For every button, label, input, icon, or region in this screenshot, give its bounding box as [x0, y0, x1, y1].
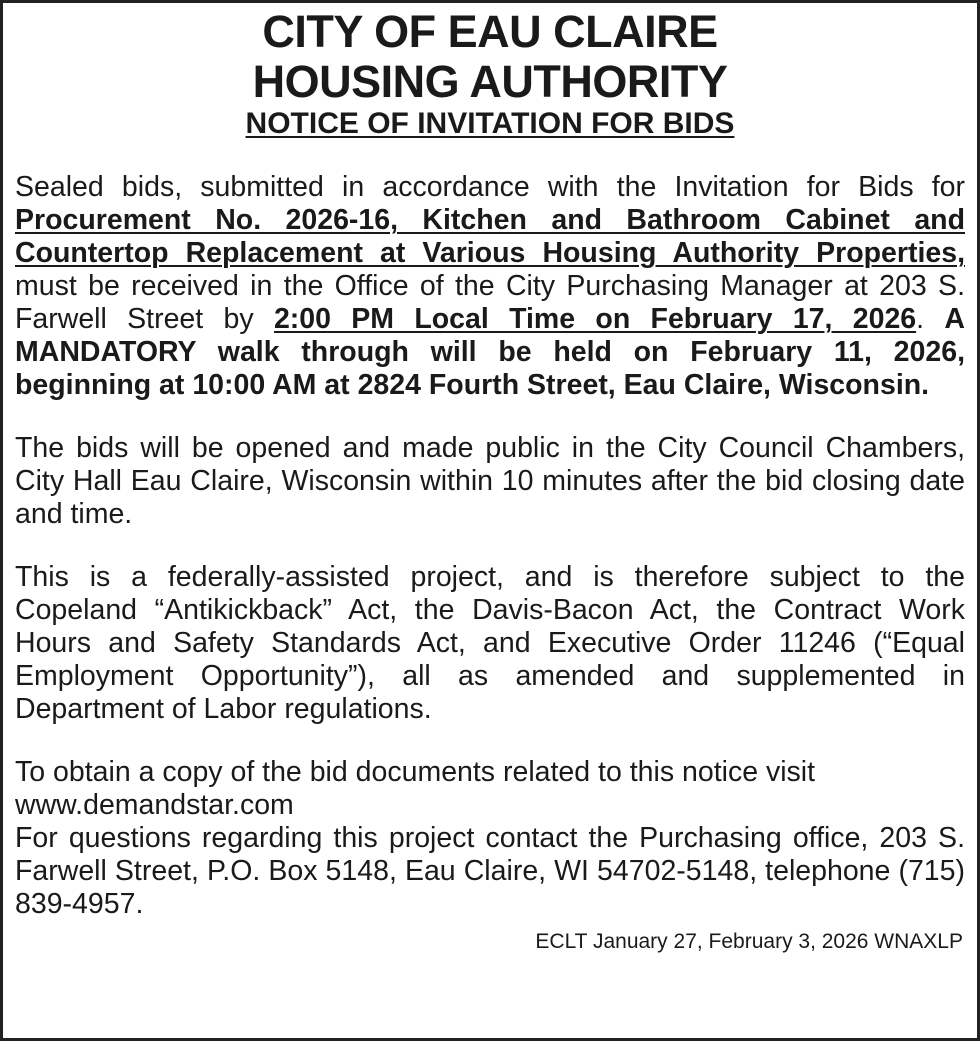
bid-location-text: must be received in the Office of the City Purchasing Manager at 203 S. Farwell Street by: [15, 270, 965, 335]
bid-submission-paragraph: [15, 171, 965, 402]
deadline-period: .: [916, 303, 945, 335]
mandatory-walkthrough: A MANDATORY walk through will be held on February 11, 2026, beginning at 10:00 AM at 2824 Fourth Street, Eau Claire, Wisconsin.: [15, 303, 965, 401]
obtain-documents-text: To obtain a copy of the bid documents related to this notice visit: [15, 756, 816, 788]
publication-info: ECLT January 27, February 3, 2026 WNAXLP: [535, 930, 963, 953]
bid-deadline: 2:00 PM Local Time on February 17, 2026: [273, 303, 917, 335]
bid-opening-paragraph: The bids will be opened and made public in the City Council Chambers, City Hall Eau Claire, Wisconsin within 10 minutes after the bid closing date and time.: [15, 432, 965, 530]
contact-info: For questions regarding this project contact the Purchasing office, 203 S. Farwell Street, P.O. Box 5148, Eau Claire, WI 54702-5148, telephone (715) 839-4957.: [15, 822, 965, 920]
notice-body: [15, 171, 965, 921]
notice-subtitle: NOTICE OF INVITATION FOR BIDS: [245, 107, 735, 140]
title-line-2: HOUSING AUTHORITY: [252, 56, 728, 107]
website-link: www.demandstar.com: [15, 789, 294, 821]
bid-lead-text: Sealed bids, submitted in accordance with the Invitation for Bids for: [15, 171, 965, 203]
federal-compliance-paragraph: This is a federally-assisted project, and is therefore subject to the Copeland “Antikickback” Act, the Davis-Bacon Act, the Contract Work Hours and Safety Standards Act, and Executive Order 11246 (“Equal Employment Opportunity”), all as amended and supplemented in Department of Labor regulations.: [15, 561, 965, 725]
title-line-1: CITY OF EAU CLAIRE: [262, 6, 718, 57]
notice-header: [15, 7, 965, 141]
procurement-title: Procurement No. 2026-16, Kitchen and Bathroom Cabinet and Countertop Replacement at Various Housing Authority Properties,: [15, 204, 965, 269]
